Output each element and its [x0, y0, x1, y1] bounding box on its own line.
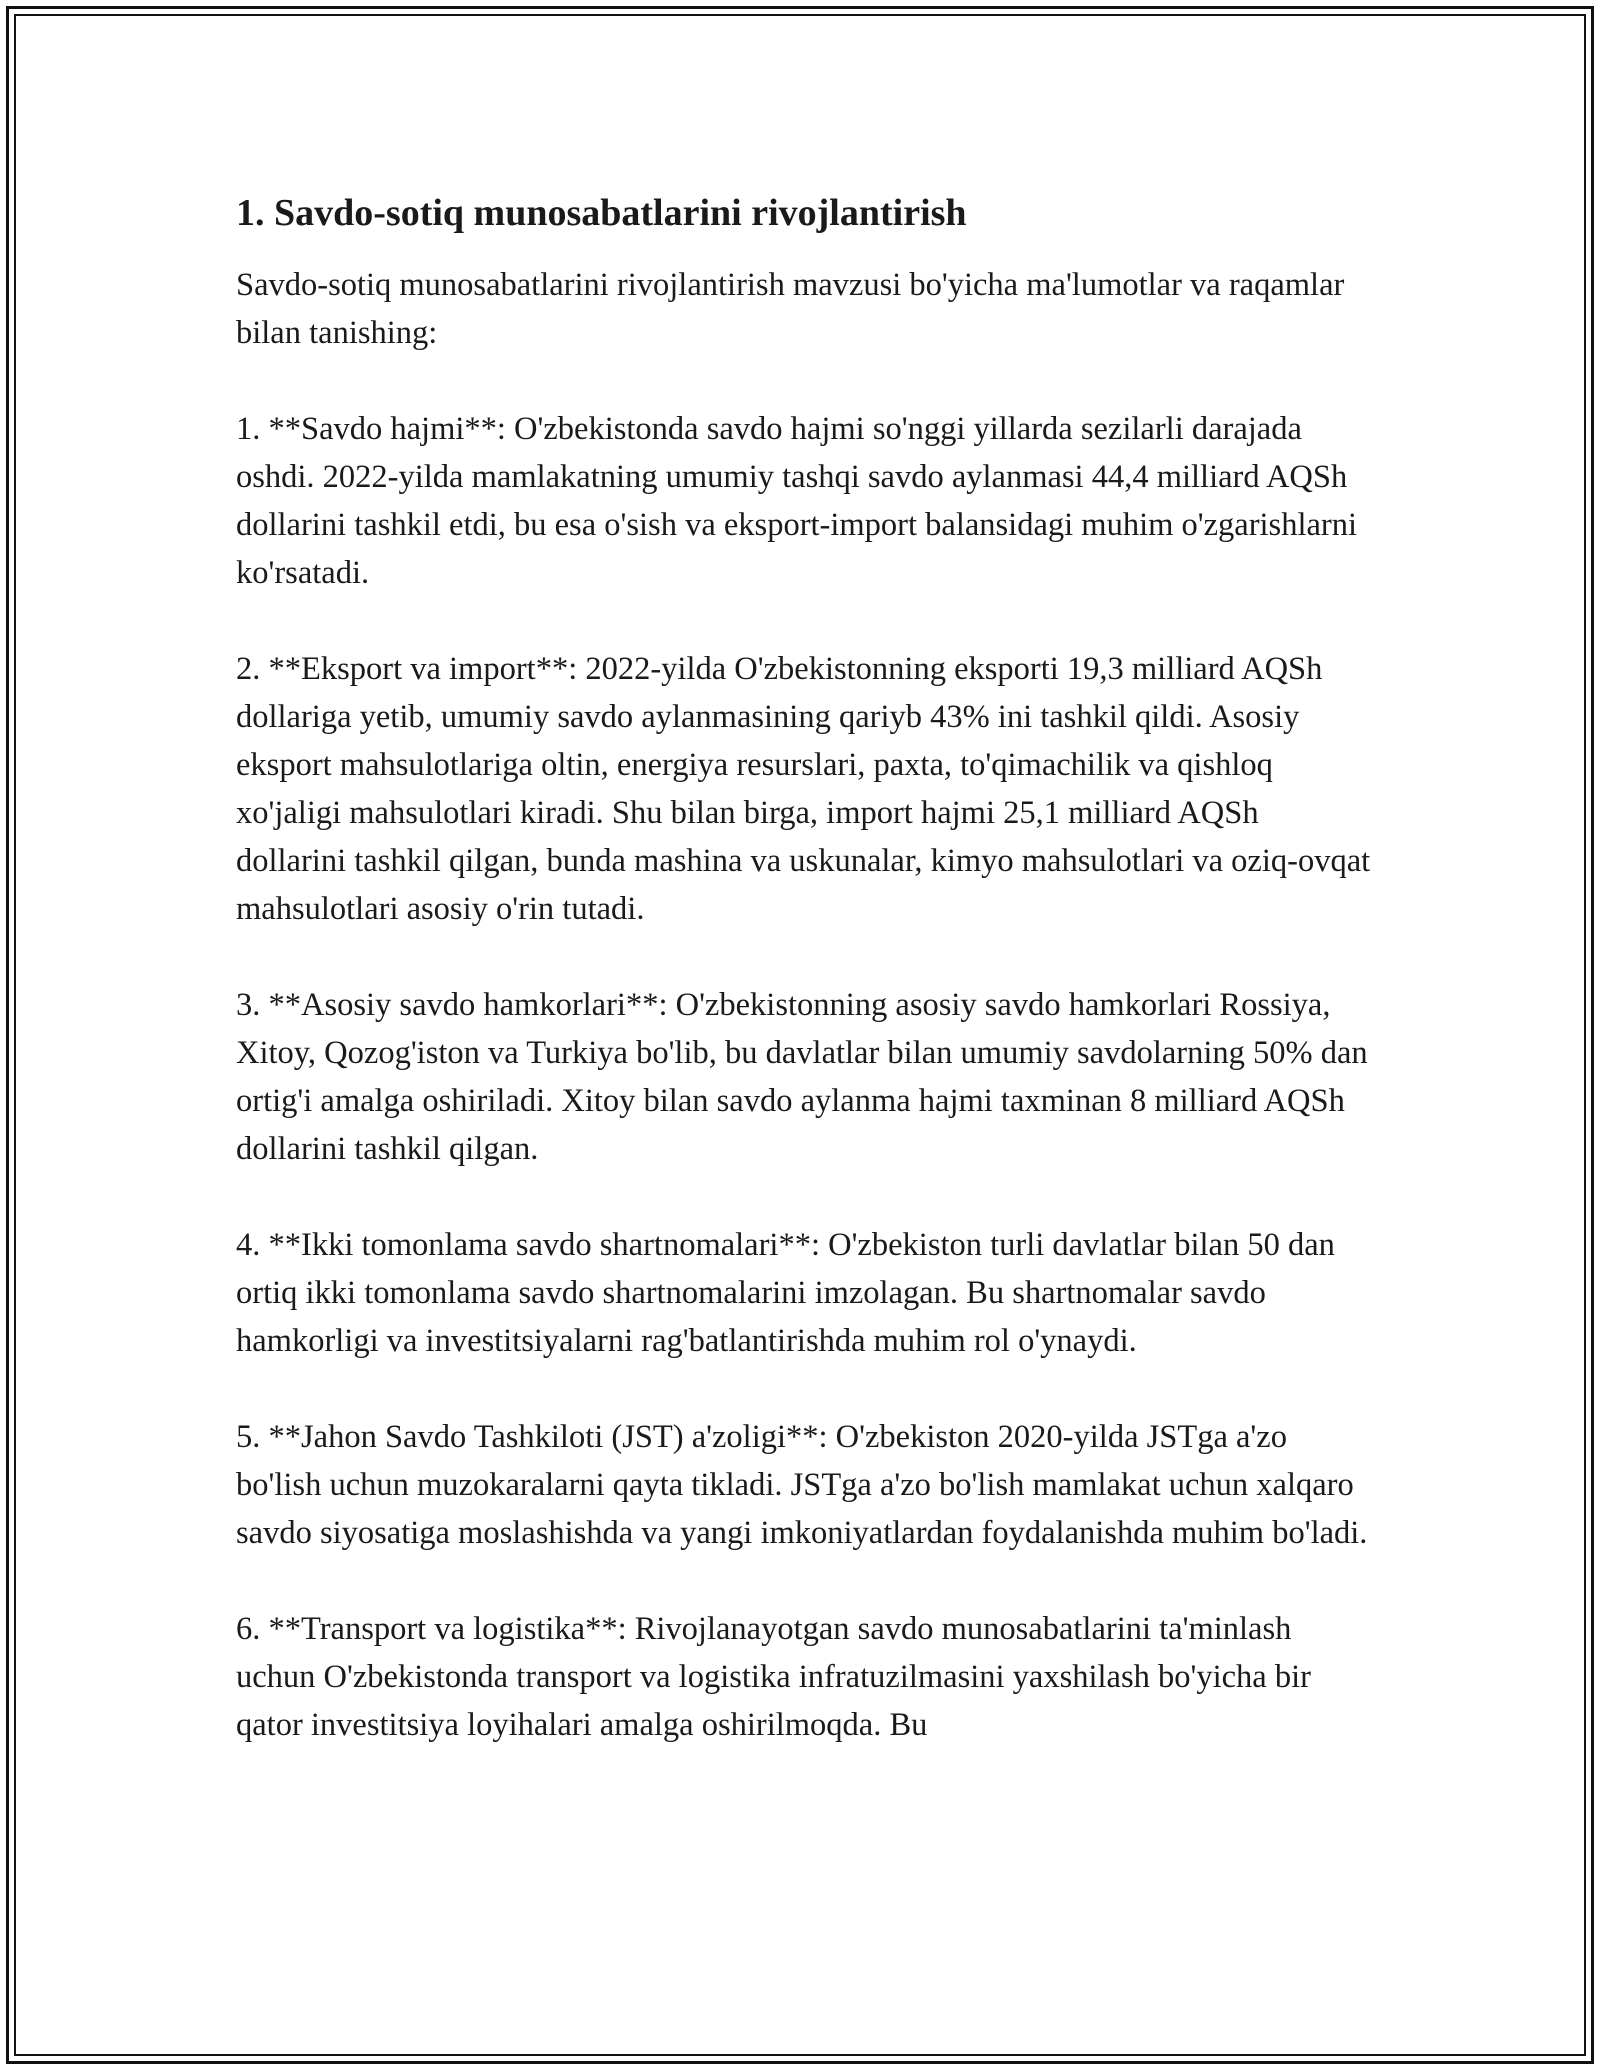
paragraph-savdo-hamkorlari: 3. **Asosiy savdo hamkorlari**: O'zbekistonning asosiy savdo hamkorlari Rossiya, Xitoy, Qozog'iston va Turkiya bo'lib, bu davlatlar bilan umumiy savdolarning 50% dan ortig'i amalga oshiriladi. Xitoy bilan savdo aylanma hajmi taxminan 8 milliard AQSh dollarini tashkil qilgan.: [236, 987, 1368, 1167]
paragraph-eksport-import: 2. **Eksport va import**: 2022-yilda O'zbekistonning eksporti 19,3 milliard AQSh dollariga yetib, umumiy savdo aylanmasining qariyb 43% ini tashkil qildi. Asosiy eksport mahsulotlariga oltin, energiya resurslari, paxta, to'qimachilik va qishloq xo'jaligi mahsulotlari kiradi. Shu bilan birga, import hajmi 25,1 milliard AQSh dollarini tashkil qilgan, bunda mashina va uskunalar, kimyo mahsulotlari va oziq-ovqat mahsulotlari asosiy o'rin tutadi.: [236, 651, 1371, 927]
paragraph-savdo-hajmi: 1. **Savdo hajmi**: O'zbekistonda savdo hajmi so'nggi yillarda sezilarli darajada oshdi. 2022-yilda mamlakatning umumiy tashqi savdo aylanmasi 44,4 milliard AQSh dollarini tashkil etdi, bu esa o'sish va eksport-import balansidagi muhim o'zgarishlarni ko'rsatadi.: [236, 411, 1358, 591]
document-body: [236, 185, 1376, 1797]
paragraph-transport-logistika: 6. **Transport va logistika**: Rivojlanayotgan savdo munosabatlarini ta'minlash uchun O'zbekistonda transport va logistika infratuzilmasini yaxshilash bo'yicha bir qator investitsiya loyihalari amalga oshirilmoqda. Bu: [236, 1611, 1311, 1743]
intro-paragraph: Savdo-sotiq munosabatlarini rivojlantirish mavzusi bo'yicha ma'lumotlar va raqamlar bilan tanishing:: [236, 267, 1345, 351]
section-title: 1. Savdo-sotiq munosabatlarini rivojlantirish: [236, 192, 967, 234]
paragraph-jst-azoligi: 5. **Jahon Savdo Tashkiloti (JST) a'zoligi**: O'zbekiston 2020-yilda JSTga a'zo bo'lish uchun muzokaralarni qayta tikladi. JSTga a'zo bo'lish mamlakat uchun xalqaro savdo siyosatiga moslashishda va yangi imkoniyatlardan foydalanishda muhim bo'ladi.: [236, 1419, 1368, 1551]
paragraph-savdo-shartnomalari: 4. **Ikki tomonlama savdo shartnomalari**: O'zbekiston turli davlatlar bilan 50 dan ortiq ikki tomonlama savdo shartnomalarini imzolagan. Bu shartnomalar savdo hamkorligi va investitsiyalarni rag'batlantirishda muhim rol o'ynaydi.: [236, 1227, 1335, 1359]
